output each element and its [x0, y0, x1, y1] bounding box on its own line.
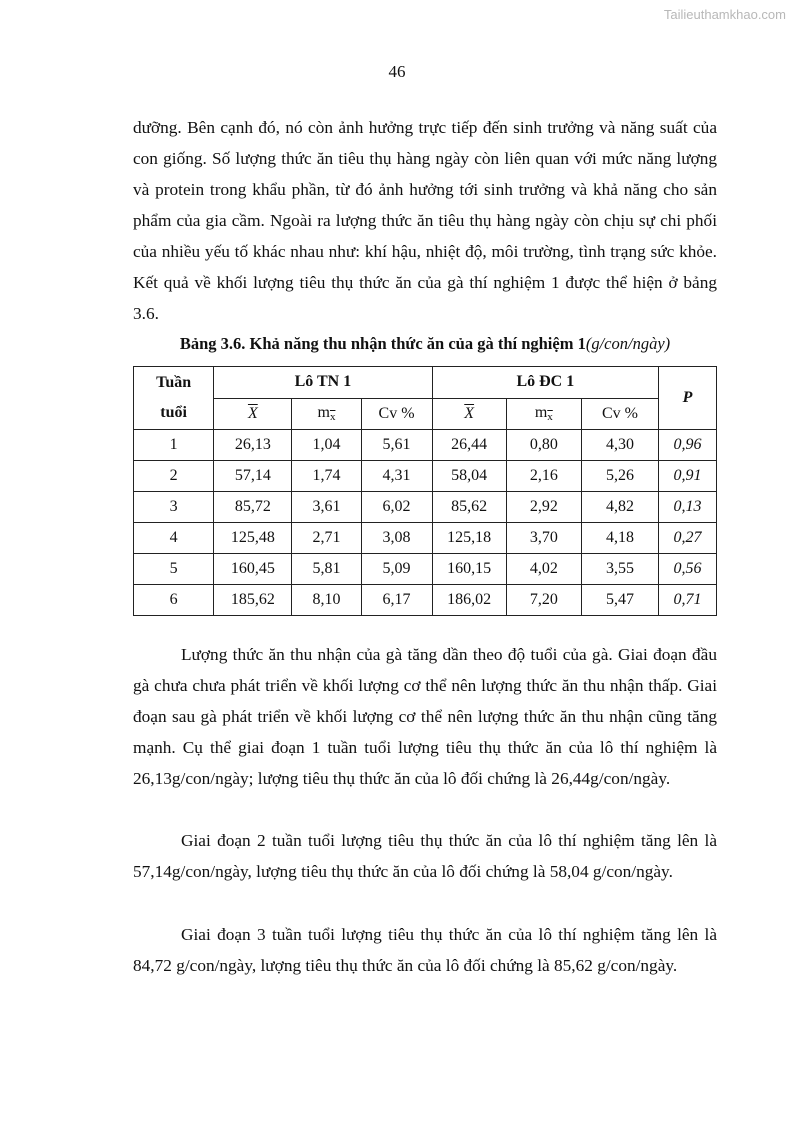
header-tn-se-label: m	[317, 404, 330, 422]
header-dc-se-sub: $\overline{x}$	[547, 411, 553, 424]
cell-dc-cv: 4,18	[581, 523, 658, 554]
table-row	[134, 430, 717, 461]
paragraph-3: Giai đoạn 2 tuần tuổi lượng tiêu thụ thức ăn của lô thí nghiệm tăng lên là 57,14g/con/ngày, lượng tiêu thụ thức ăn của lô đối chứng là 58,04 g/con/ngày.	[133, 831, 717, 881]
header-p-label: P	[682, 389, 693, 406]
header-dc-mean-label: $\overline{X}$	[464, 404, 475, 422]
cell-dc-mean: 125,18	[432, 523, 506, 554]
cell-dc-mean: 160,15	[432, 554, 506, 585]
cell-p: 0,13	[659, 492, 717, 523]
table-row	[134, 461, 717, 492]
header-age-line2: tuổi	[160, 404, 187, 421]
cell-tn-cv: 6,02	[361, 492, 432, 523]
cell-dc-m: 2,92	[506, 492, 581, 523]
cell-dc-cv: 5,26	[581, 461, 658, 492]
table-row	[134, 585, 717, 616]
header-p	[659, 367, 717, 430]
cell-tn-cv: 3,08	[361, 523, 432, 554]
header-dc-cv: Cv %	[581, 398, 658, 430]
cell-week: 3	[134, 492, 214, 523]
cell-tn-cv: 5,09	[361, 554, 432, 585]
header-group-tn: Lô TN 1	[214, 367, 432, 399]
header-group-dc: Lô ĐC 1	[432, 367, 658, 399]
cell-week: 2	[134, 461, 214, 492]
cell-dc-m: 0,80	[506, 430, 581, 461]
header-tn-mean	[214, 398, 292, 430]
cell-p: 0,56	[659, 554, 717, 585]
header-age-line1: Tuần	[156, 374, 192, 391]
table-row	[134, 523, 717, 554]
cell-dc-mean: 26,44	[432, 430, 506, 461]
feed-intake-table	[133, 366, 717, 616]
cell-dc-cv: 3,55	[581, 554, 658, 585]
table-caption	[133, 334, 717, 354]
cell-p: 0,71	[659, 585, 717, 616]
cell-tn-m: 3,61	[292, 492, 361, 523]
cell-tn-mean: 125,48	[214, 523, 292, 554]
cell-tn-m: 8,10	[292, 585, 361, 616]
cell-week: 4	[134, 523, 214, 554]
cell-tn-mean: 185,62	[214, 585, 292, 616]
paragraph-2: Lượng thức ăn thu nhận của gà tăng dần theo độ tuổi của gà. Giai đoạn đầu gà chưa chưa phát triển về khối lượng cơ thể nên lượng thức ăn thu nhận thấp. Giai đoạn sau gà phát triển về khối lượng cơ thể nên lượng thức ăn thu nhận cũng tăng mạnh. Cụ thể giai đoạn 1 tuần tuổi lượng tiêu thụ thức ăn của lô thí nghiệm là 26,13g/con/ngày; lượng tiêu thụ thức ăn của lô đối chứng là 26,44g/con/ngày.	[133, 645, 717, 788]
cell-p: 0,27	[659, 523, 717, 554]
header-tn-cv: Cv %	[361, 398, 432, 430]
header-dc-se-label: m	[534, 404, 548, 422]
cell-p: 0,96	[659, 430, 717, 461]
cell-dc-mean: 186,02	[432, 585, 506, 616]
cell-tn-m: 2,71	[292, 523, 361, 554]
cell-tn-mean: 160,45	[214, 554, 292, 585]
watermark: Tailieuthamkhao.com	[663, 7, 786, 22]
cell-tn-m: 5,81	[292, 554, 361, 585]
cell-dc-mean: 85,62	[432, 492, 506, 523]
cell-tn-m: 1,74	[292, 461, 361, 492]
header-dc-se	[506, 398, 581, 430]
cell-tn-cv: 5,61	[361, 430, 432, 461]
cell-dc-m: 3,70	[506, 523, 581, 554]
header-age	[134, 367, 214, 430]
cell-dc-m: 4,02	[506, 554, 581, 585]
cell-week: 6	[134, 585, 214, 616]
table-row	[134, 554, 717, 585]
cell-p: 0,91	[659, 461, 717, 492]
header-tn-se	[292, 398, 361, 430]
cell-dc-m: 2,16	[506, 461, 581, 492]
cell-tn-cv: 4,31	[361, 461, 432, 492]
cell-dc-cv: 4,30	[581, 430, 658, 461]
paragraph-1: dưỡng. Bên cạnh đó, nó còn ảnh hưởng trực tiếp đến sinh trưởng và năng suất của con giống. Số lượng thức ăn tiêu thụ hàng ngày còn liên quan với mức năng lượng và protein trong khẩu phần, từ đó ảnh hưởng tới sinh trưởng và khả năng cho sản phẩm của gia cầm. Ngoài ra lượng thức ăn tiêu thụ hàng ngày còn chịu sự chi phối của nhiều yếu tố khác nhau như: khí hậu, nhiệt độ, môi trường, tình trạng sức khỏe. Kết quả về khối lượng tiêu thụ thức ăn của gà thí nghiệm 1 được thể hiện ở bảng 3.6.	[133, 118, 717, 323]
table-caption-title: Bảng 3.6. Khả năng thu nhận thức ăn của gà thí nghiệm 1	[179, 334, 586, 353]
cell-week: 5	[134, 554, 214, 585]
cell-dc-cv: 5,47	[581, 585, 658, 616]
header-tn-mean-label: $\overline{X}$	[247, 404, 258, 422]
paragraph-4: Giai đoạn 3 tuần tuổi lượng tiêu thụ thức ăn của lô thí nghiệm tăng lên là 84,72 g/con/ngày, lượng tiêu thụ thức ăn của lô đối chứng là 85,62 g/con/ngày.	[133, 925, 717, 975]
cell-dc-m: 7,20	[506, 585, 581, 616]
cell-dc-cv: 4,82	[581, 492, 658, 523]
cell-tn-cv: 6,17	[361, 585, 432, 616]
cell-tn-mean: 57,14	[214, 461, 292, 492]
header-dc-mean	[432, 398, 506, 430]
cell-tn-mean: 26,13	[214, 430, 292, 461]
cell-tn-m: 1,04	[292, 430, 361, 461]
table-row	[134, 492, 717, 523]
cell-tn-mean: 85,72	[214, 492, 292, 523]
cell-dc-mean: 58,04	[432, 461, 506, 492]
table-caption-unit: (g/con/ngày)	[585, 334, 671, 353]
cell-week: 1	[134, 430, 214, 461]
page-number: 46	[388, 62, 406, 81]
header-tn-se-sub: $\overline{x}$	[329, 411, 336, 424]
